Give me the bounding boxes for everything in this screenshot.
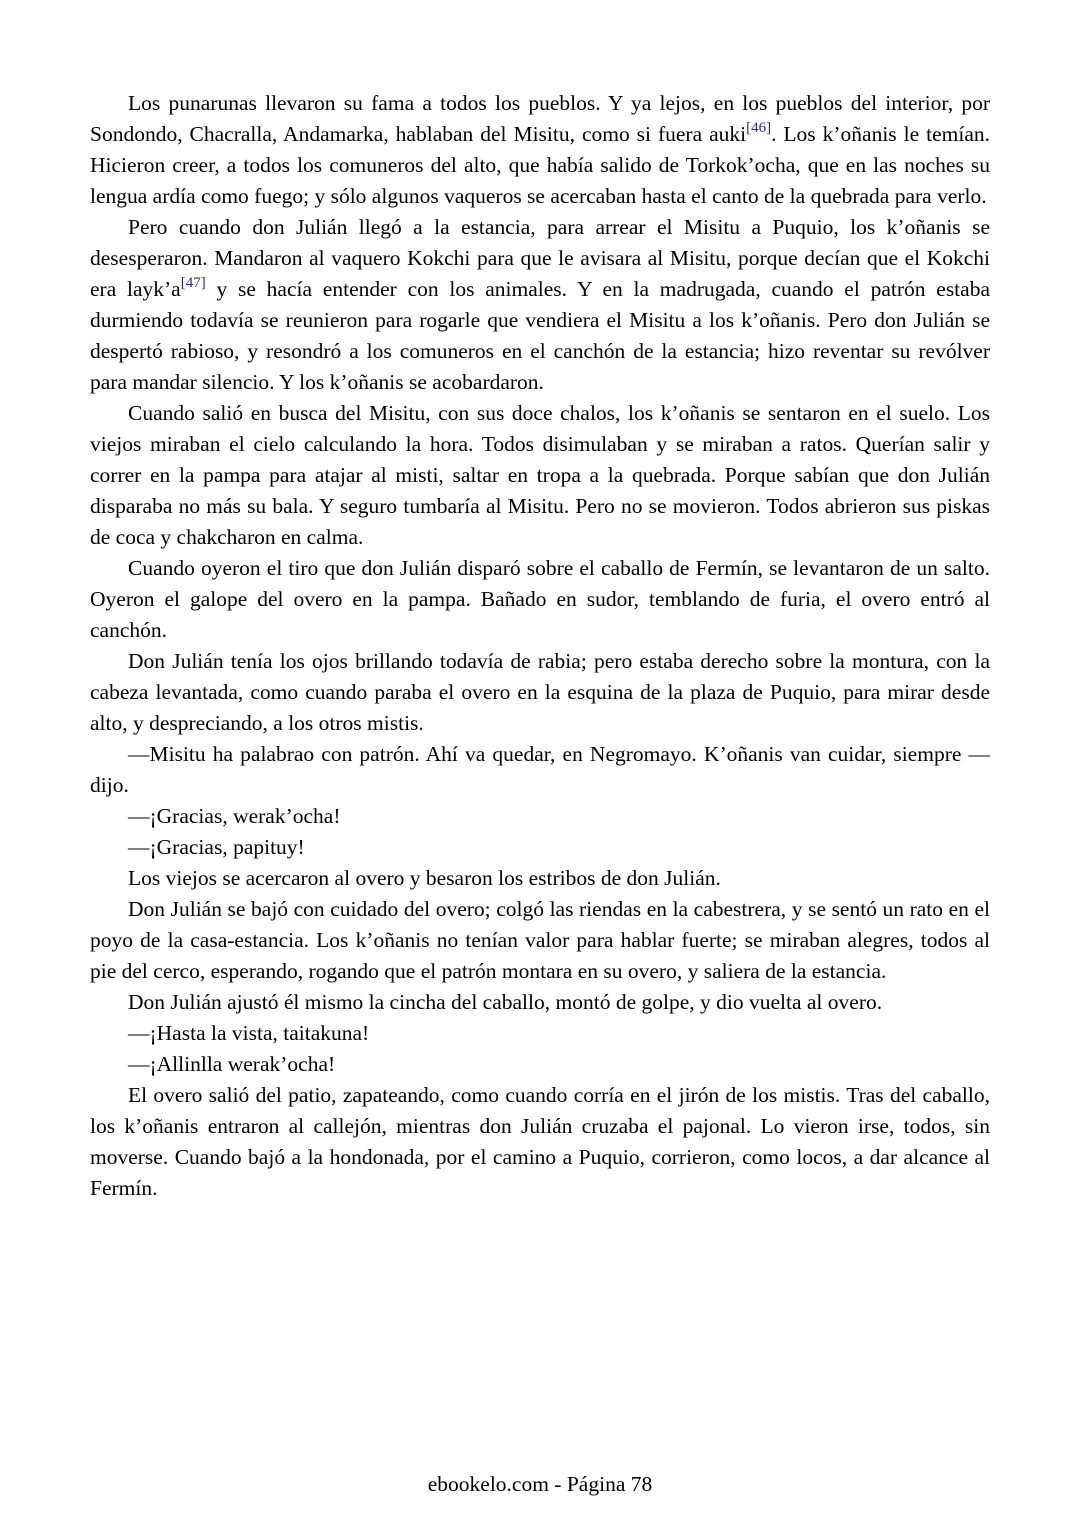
footnote-link-47[interactable]: [47] [180, 274, 206, 291]
paragraph-text: —¡Gracias, werak’ocha! [128, 804, 341, 828]
paragraph-text: Don Julián ajustó él mismo la cincha del caballo, montó de golpe, y dio vuelta al overo. [128, 990, 883, 1014]
footnote-link-46[interactable]: [46] [746, 119, 772, 136]
paragraph-text: El overo salió del patio, zapateando, como cuando corría en el jirón de los mistis. Tras del caballo, los k’oñanis entraron al callejón, mientras don Julián cruzaba el pajonal. Lo vieron irse, todos, sin moverse. Cuando bajó a la hondonada, por el camino a Puquio, corrieron, como locos, a dar alcance al Fermín. [90, 1083, 990, 1200]
paragraph-text: Cuando oyeron el tiro que don Julián disparó sobre el caballo de Fermín, se levantaron de un salto. Oyeron el galope del overo en la pampa. Bañado en sudor, temblando de furia, el overo entró al canchón. [90, 556, 990, 642]
paragraph [90, 863, 990, 894]
paragraph [90, 1018, 990, 1049]
paragraph [90, 1049, 990, 1080]
paragraph [90, 801, 990, 832]
paragraph [90, 88, 990, 212]
paragraph-text: . Los k’oñanis le temían. Hicieron creer, a todos los comuneros del alto, que había salido de Torkok’ocha, que en las noches su lengua ardía como fuego; y sólo algunos vaqueros se acercaban hasta el canto de la quebrada para verlo. [90, 122, 990, 208]
paragraph [90, 987, 990, 1018]
paragraph [90, 894, 990, 987]
paragraph [90, 739, 990, 801]
page-footer [0, 1471, 1080, 1497]
paragraph [90, 398, 990, 553]
paragraph [90, 553, 990, 646]
paragraph [90, 212, 990, 398]
paragraph-text: Don Julián tenía los ojos brillando todavía de rabia; pero estaba derecho sobre la montura, con la cabeza levantada, como cuando paraba el overo en la esquina de la plaza de Puquio, para mirar desde alto, y despreciando, a los otros mistis. [90, 649, 990, 735]
paragraph-text: Cuando salió en busca del Misitu, con sus doce chalos, los k’oñanis se sentaron en el suelo. Los viejos miraban el cielo calculando la hora. Todos disimulaban y se miraban a ratos. Querían salir y correr en la pampa para atajar al misti, saltar en tropa a la quebrada. Porque sabían que don Julián disparaba no más su bala. Y seguro tumbaría al Misitu. Pero no se movieron. Todos abrieron sus piskas de coca y chakcharon en calma. [90, 401, 990, 549]
paragraph-text: y se hacía entender con los animales. Y en la madrugada, cuando el patrón estaba durmiendo todavía se reunieron para rogarle que vendiera el Misitu a los k’oñanis. Pero don Julián se despertó rabioso, y resondró a los comuneros en el canchón de la estancia; hizo reventar su revólver para mandar silencio. Y los k’oñanis se acobardaron. [90, 277, 990, 394]
paragraph-text: Don Julián se bajó con cuidado del overo; colgó las riendas en la cabestrera, y se sentó un rato en el poyo de la casa-estancia. Los k’oñanis no tenían valor para hablar fuerte; se miraban alegres, todos al pie del cerco, esperando, rogando que el patrón montara en su overo, y saliera de la estancia. [90, 897, 990, 983]
page-content [90, 88, 990, 1204]
paragraph [90, 832, 990, 863]
paragraph-text: —¡Gracias, papituy! [128, 835, 305, 859]
paragraph-text: Los viejos se acercaron al overo y besaron los estribos de don Julián. [128, 866, 721, 890]
paragraph-text: Pero cuando don Julián llegó a la estancia, para arrear el Misitu a Puquio, los k’oñanis se desesperaron. Mandaron al vaquero Kokchi para que le avisara al Misitu, porque decían que el Kokchi era layk’a [90, 215, 990, 301]
paragraph-text: —¡Hasta la vista, taitakuna! [128, 1021, 370, 1045]
paragraph-text: —¡Allinlla werak’ocha! [128, 1052, 336, 1076]
footer-text: ebookelo.com - Página 78 [427, 1472, 653, 1496]
paragraph [90, 1080, 990, 1204]
paragraph [90, 646, 990, 739]
paragraph-text: Los punarunas llevaron su fama a todos los pueblos. Y ya lejos, en los pueblos del interior, por Sondondo, Chacralla, Andamarka, hablaban del Misitu, como si fuera auki [90, 91, 990, 146]
paragraph-text: —Misitu ha palabrao con patrón. Ahí va quedar, en Negromayo. K’oñanis van cuidar, siempre —dijo. [90, 742, 990, 797]
